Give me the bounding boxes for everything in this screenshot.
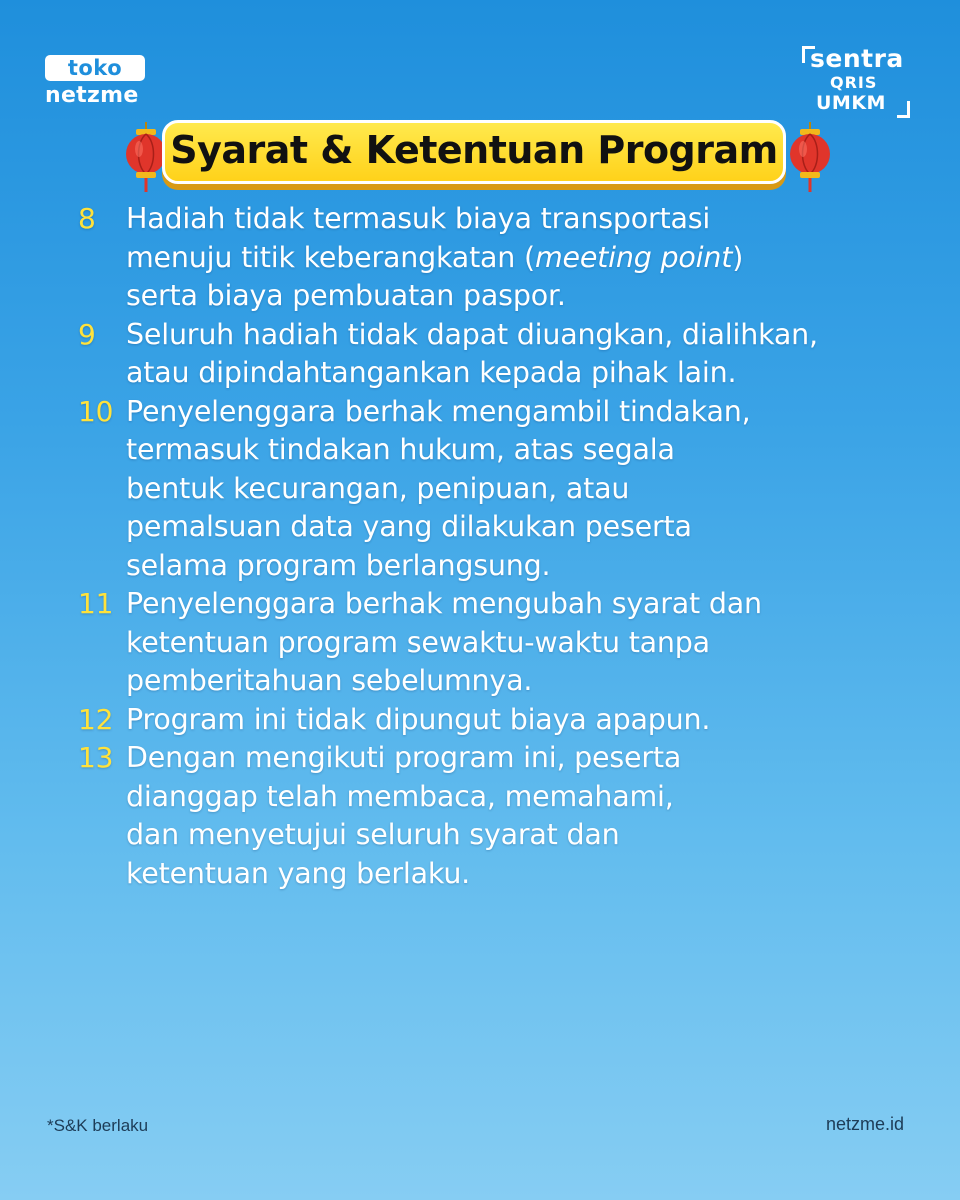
page-title: Syarat & Ketentuan Program — [170, 128, 778, 172]
term-line: pemalsuan data yang dilakukan peserta — [126, 510, 692, 543]
term-number: 13 — [78, 741, 114, 774]
terms-apply-note: *S&K berlaku — [47, 1116, 149, 1135]
term-line: bentuk kecurangan, penipuan, atau — [126, 471, 630, 505]
term-line: selama program berlangsung. — [126, 548, 551, 582]
term-line: menuju titik keberangkatan ( — [126, 240, 535, 274]
term-number: 12 — [78, 702, 114, 736]
term-line: Penyelenggara berhak mengambil tindakan, — [126, 394, 751, 428]
sentra-logo-line3: UMKM — [816, 92, 886, 114]
term-line: serta biaya pembuatan paspor. — [126, 279, 566, 312]
list-item — [78, 393, 918, 586]
sentra-qris-umkm-logo — [802, 44, 910, 120]
term-line: Program ini tidak dipungut biaya apapun. — [126, 702, 711, 736]
term-italic: meeting point — [534, 240, 733, 274]
term-line: ketentuan program sewaktu-waktu tanpa — [126, 625, 710, 659]
term-number: 9 — [78, 317, 96, 351]
term-line: Dengan mengikuti program ini, peserta — [126, 741, 682, 774]
terms-list — [78, 200, 918, 893]
term-line: dan menyetujui seluruh syarat dan — [126, 818, 620, 851]
term-number: 8 — [78, 202, 96, 235]
title-banner — [162, 120, 792, 190]
term-line: Hadiah tidak termasuk biaya transportasi — [126, 202, 711, 235]
list-item — [78, 701, 918, 740]
list-item — [78, 316, 918, 393]
term-line: pemberitahuan sebelumnya. — [126, 664, 533, 697]
term-line: termasuk tindakan hukum, atas segala — [126, 433, 675, 466]
sentra-logo-line2: QRIS — [830, 73, 878, 92]
term-line: Seluruh hadiah tidak dapat diuangkan, dialihkan, — [126, 317, 818, 351]
term-number: 11 — [78, 587, 114, 620]
list-item — [78, 200, 918, 316]
term-line: atau dipindahtangankan kepada pihak lain. — [126, 356, 737, 389]
term-line: ketentuan yang berlaku. — [126, 856, 471, 890]
website-link[interactable]: netzme.id — [825, 1114, 904, 1134]
list-item — [78, 739, 918, 893]
term-line: dianggap telah membaca, memahami, — [126, 779, 674, 813]
term-line: Penyelenggara berhak mengubah syarat dan — [126, 587, 762, 620]
term-number: 10 — [78, 394, 114, 428]
lantern-icon — [788, 122, 832, 194]
list-item — [78, 585, 918, 701]
sentra-logo-line1: sentra — [810, 44, 904, 73]
netzme-logo-word: netzme — [45, 83, 139, 108]
toko-netzme-logo — [45, 55, 145, 111]
logo-bracket-bottom-right — [897, 101, 910, 118]
toko-logo-pill: toko — [45, 55, 145, 81]
term-line: ) — [732, 240, 744, 274]
